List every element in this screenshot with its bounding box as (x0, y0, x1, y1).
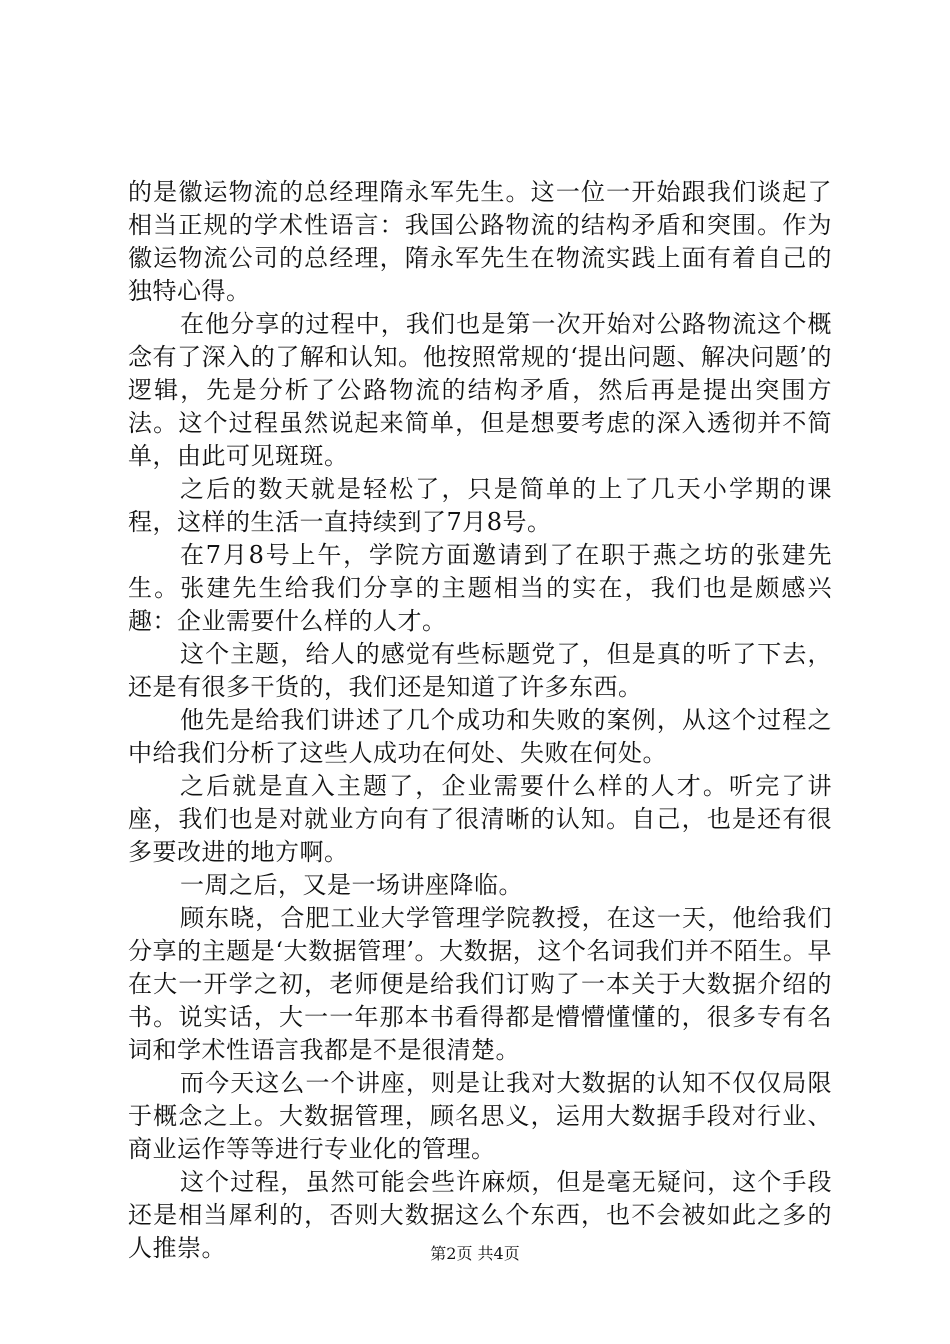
paragraph-8: 一周之后，又是一场讲座降临。 (180, 871, 523, 899)
page-footer: 第2页 共4页 (430, 1244, 520, 1263)
paragraph-7: 之后就是直入主题了，企业需要什么样的人才。听完了讲座，我们也是对就业方向有了很清晰的认知。自己，也是还有很多要改进的地方啊。 (128, 772, 832, 866)
paragraph-11: 这个过程，虽然可能会些许麻烦，但是毫无疑问，这个手段还是相当犀利的，否则大数据这么个东西，也不会被如此之多的人推崇。 (128, 1168, 832, 1262)
body-text (128, 176, 832, 1265)
paragraph-6: 他先是给我们讲述了几个成功和失败的案例，从这个过程之中给我们分析了这些人成功在何处、失败在何处。 (128, 706, 832, 767)
paragraph-3: 之后的数天就是轻松了，只是简单的上了几天小学期的课程，这样的生活一直持续到了7月8号。 (128, 475, 832, 536)
paragraph-2: 在他分享的过程中，我们也是第一次开始对公路物流这个概念有了深入的了解和认知。他按照常规的‘提出问题、解决问题’的逻辑，先是分析了公路物流的结构矛盾，然后再是提出突围方法。这个过程虽然说起来简单，但是想要考虑的深入透彻并不简单，由此可见斑斑。 (128, 310, 832, 470)
paragraph-5: 这个主题，给人的感觉有些标题党了，但是真的听了下去，还是有很多干货的，我们还是知道了许多东西。 (128, 640, 832, 701)
paragraph-1: 的是徽运物流的总经理隋永军先生。这一位一开始跟我们谈起了相当正规的学术性语言：我国公路物流的结构矛盾和突围。作为徽运物流公司的总经理，隋永军先生在物流实践上面有着自己的独特心得。 (128, 178, 832, 305)
paragraph-9: 顾东晓，合肥工业大学管理学院教授，在这一天，他给我们分享的主题是‘大数据管理’。大数据，这个名词我们并不陌生。早在大一开学之初，老师便是给我们订购了一本关于大数据介绍的书。说实话，大一一年那本书看得都是懵懵懂懂的，很多专有名词和学术性语言我都是不是很清楚。 (128, 904, 832, 1064)
paragraph-10: 而今天这么一个讲座，则是让我对大数据的认知不仅仅局限于概念之上。大数据管理，顾名思义，运用大数据手段对行业、商业运作等等进行专业化的管理。 (128, 1069, 832, 1163)
paragraph-4: 在7月8号上午，学院方面邀请到了在职于燕之坊的张建先生。张建先生给我们分享的主题相当的实在，我们也是颇感兴趣：企业需要什么样的人才。 (128, 541, 832, 635)
